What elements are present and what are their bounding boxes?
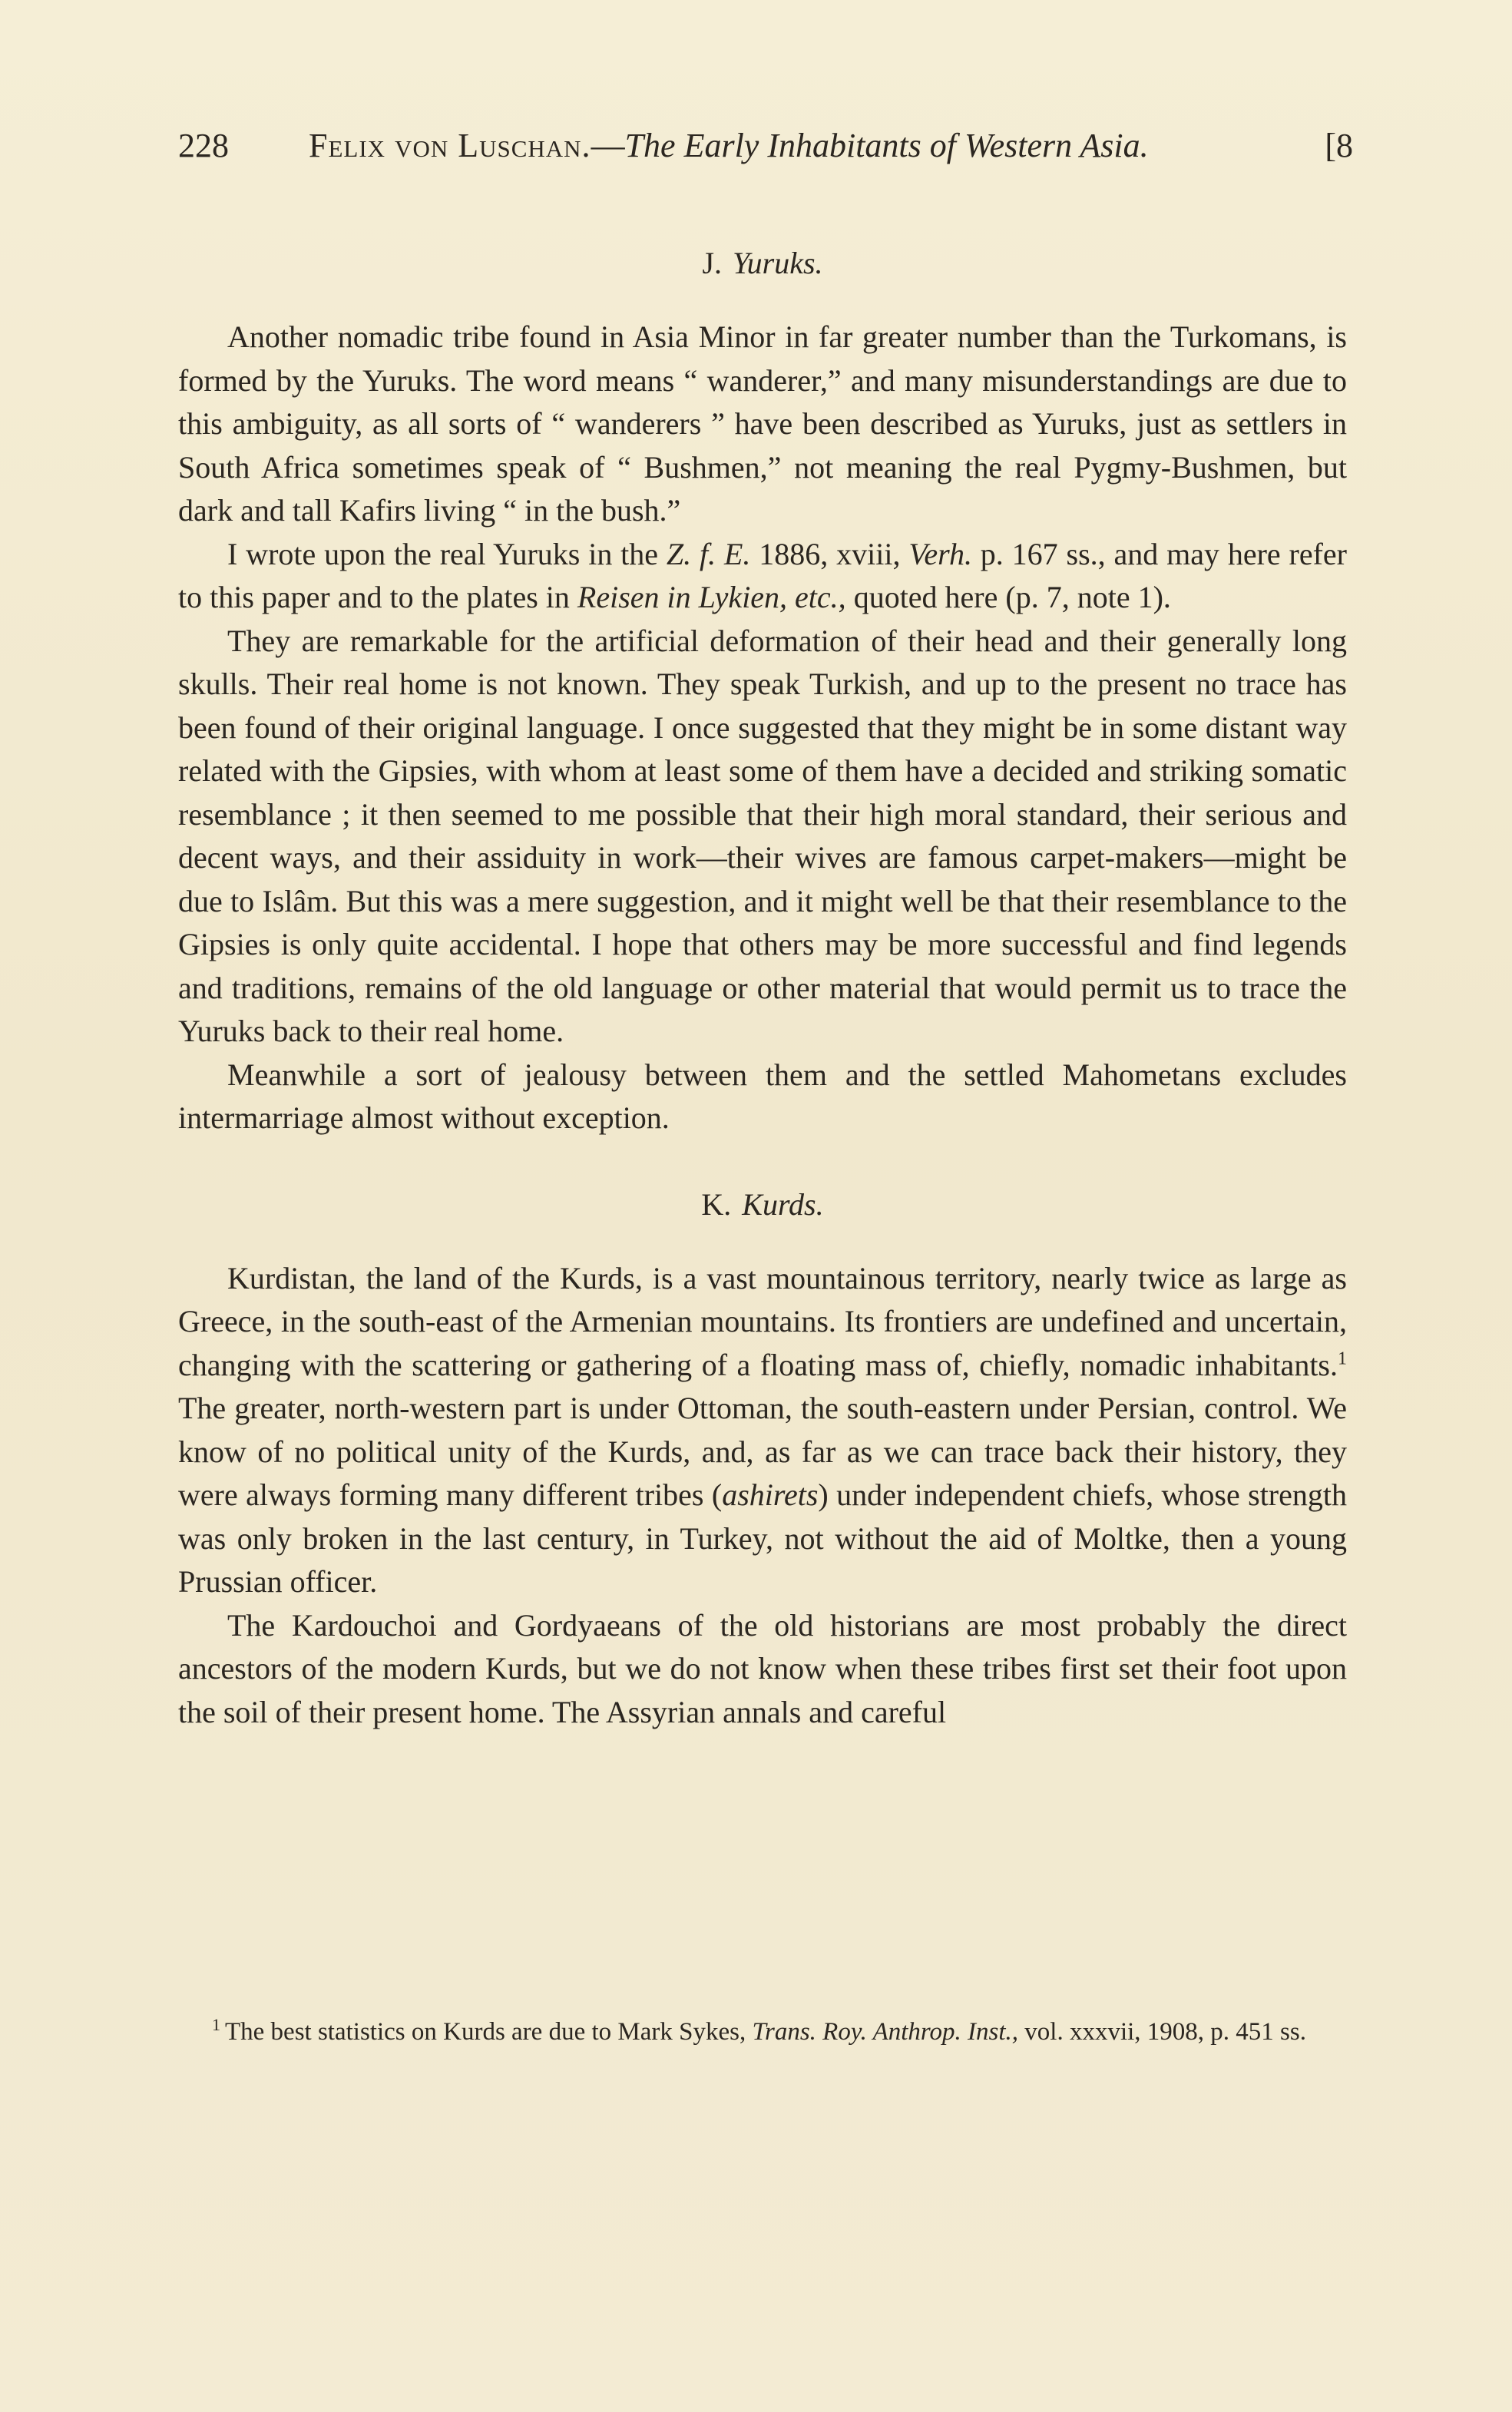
text-run: I wrote upon the real Yuruks in the bbox=[227, 536, 667, 571]
text-run: The best statistics on Kurds are due to Mark Sykes, bbox=[225, 2018, 753, 2046]
italic-citation: Trans. Roy. Anthrop. Inst., bbox=[752, 2018, 1019, 2046]
paragraph-yuruks-1: Another nomadic tribe found in Asia Minor in far greater number than the Turkomans, is formed by the Yuruks. The word means “ wanderer,” and many misunderstandings are due to this ambiguity, as all sorts of “ wanderers ” have been described as Yuruks, just as settlers in South Africa sometimes speak of “ Bushmen,” not meaning the real Pygmy-Bushmen, but dark and tall Kafirs living “ in the bush.” bbox=[178, 319, 1347, 528]
italic-citation: Z. f. E. bbox=[666, 536, 751, 571]
paragraph-yuruks-2 bbox=[178, 533, 1347, 620]
text-run: Kurdistan, the land of the Kurds, is a vast mountainous territory, nearly twice as large as Greece, in the south-east of the Armenian mountains. Its frontiers are undefined and uncertain, changing with the scattering or gathering of a floating mass of, chiefly, nomadic inhabitants. bbox=[178, 1260, 1347, 1382]
header-author: Felix von Luschan. bbox=[309, 127, 591, 164]
running-title bbox=[309, 123, 1149, 169]
paragraph-yuruks-3: They are remarkable for the artificial deformation of their head and their generally long skulls. Their real home is not known. They speak Turkish, and up to the present no trace has been found of their original language. I once suggested that they might be in some distant way related with the Gipsies, with whom at least some of them have a decided and striking somatic resemblance ; it then seemed to me possible that their high moral standard, their serious and decent ways, and their assiduity in work—their wives are famous carpet-makers—might be due to Islâm. But this was a mere suggestion, and it might well be that their resemblance to the Gipsies is only quite accidental. I hope that others may be more successful and find legends and traditions, remains of the old language or other material that would permit us to trace the Yuruks back to their real home. bbox=[178, 623, 1347, 1048]
footnote-reference[interactable]: 1 bbox=[1338, 1348, 1347, 1369]
text-run: 1886, xviii, bbox=[750, 536, 909, 571]
section-name: Kurds. bbox=[742, 1186, 824, 1222]
text-run: quoted here (p. 7, note 1). bbox=[845, 580, 1171, 614]
section-letter: K. bbox=[701, 1186, 732, 1222]
paragraph-kurds-1 bbox=[178, 1257, 1347, 1604]
paragraph-kurds-2: The Kardouchoi and Gordyaeans of the old historians are most probably the direct ancestors of the modern Kurds, but we do not know when these tribes first set their foot upon the soil of their present home. The Assyrian annals and careful bbox=[178, 1607, 1347, 1729]
section-letter: J. bbox=[702, 246, 723, 280]
text-run: p. 167 ss., and may here refer to this paper and to the plates in bbox=[178, 536, 1348, 614]
footnote-1 bbox=[178, 2013, 1347, 2051]
header-title: The Early Inhabitants of Western Asia. bbox=[624, 127, 1149, 164]
page-number: 228 bbox=[178, 127, 229, 164]
paragraph-yuruks-4: Meanwhile a sort of jealousy between them and the settled Mahometans excludes intermarriage almost without exception. bbox=[178, 1057, 1347, 1135]
section-mark: [8 bbox=[1325, 127, 1353, 164]
section-name: Yuruks. bbox=[733, 246, 823, 280]
header-dash: — bbox=[591, 127, 625, 164]
section-heading-yuruks bbox=[178, 242, 1347, 285]
text-run: The greater, north-western part is under Ottoman, the south-eastern under Persian, control. We know of no political unity of the Kurds, and, as far as we can trace back their history, they were always forming many different tribes ( bbox=[178, 1391, 1347, 1512]
footnote-mark: 1 bbox=[212, 2015, 220, 2034]
footnotes bbox=[178, 2013, 1347, 2051]
body-text bbox=[178, 242, 1347, 1734]
italic-term: ashirets bbox=[722, 1477, 819, 1512]
running-header bbox=[178, 123, 1353, 169]
section-heading-kurds bbox=[178, 1183, 1347, 1226]
italic-citation: Reisen in Lykien, etc., bbox=[577, 580, 846, 614]
text-run: vol. xxxvii, 1908, p. 451 ss. bbox=[1018, 2018, 1306, 2046]
text-run: ) under independent chiefs, whose strength was only broken in the last century, in Turkey, not without the aid of Moltke, then a young Prussian officer. bbox=[178, 1477, 1347, 1599]
italic-citation: Verh. bbox=[908, 536, 972, 571]
